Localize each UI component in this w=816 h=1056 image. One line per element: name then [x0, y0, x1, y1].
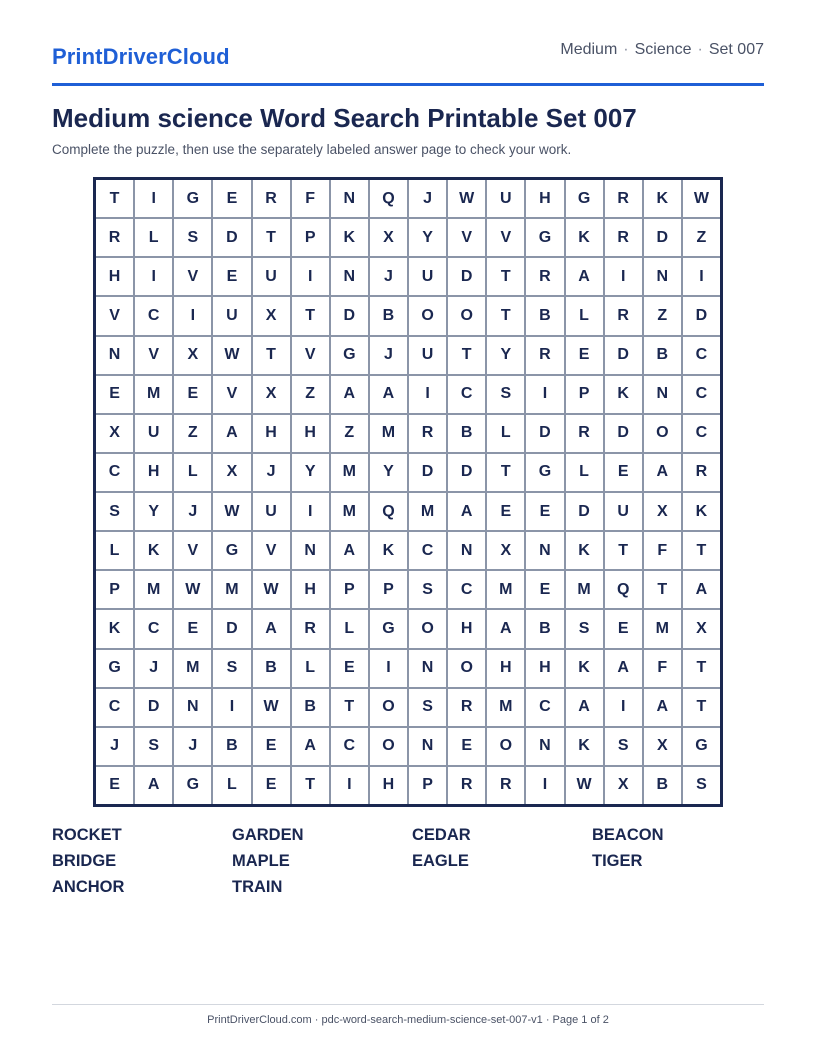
- grid-cell[interactable]: R: [96, 219, 133, 256]
- grid-cell[interactable]: T: [683, 650, 720, 687]
- grid-cell[interactable]: V: [253, 532, 290, 569]
- grid-cell[interactable]: J: [370, 337, 407, 374]
- grid-cell[interactable]: U: [253, 258, 290, 295]
- grid-cell[interactable]: S: [213, 650, 250, 687]
- grid-cell[interactable]: E: [96, 376, 133, 413]
- grid-cell[interactable]: C: [683, 415, 720, 452]
- grid-cell[interactable]: O: [409, 610, 446, 647]
- grid-cell[interactable]: W: [253, 689, 290, 726]
- grid-cell[interactable]: G: [566, 180, 603, 217]
- grid-cell[interactable]: K: [331, 219, 368, 256]
- grid-cell[interactable]: U: [409, 258, 446, 295]
- grid-cell[interactable]: X: [683, 610, 720, 647]
- grid-cell[interactable]: T: [487, 297, 524, 334]
- grid-cell[interactable]: S: [605, 728, 642, 765]
- grid-cell[interactable]: A: [331, 532, 368, 569]
- grid-cell[interactable]: X: [174, 337, 211, 374]
- grid-cell[interactable]: H: [96, 258, 133, 295]
- grid-cell[interactable]: Z: [174, 415, 211, 452]
- grid-cell[interactable]: B: [644, 767, 681, 804]
- grid-cell[interactable]: Y: [370, 454, 407, 491]
- grid-cell[interactable]: M: [331, 493, 368, 530]
- grid-cell[interactable]: X: [96, 415, 133, 452]
- grid-cell[interactable]: H: [253, 415, 290, 452]
- grid-cell[interactable]: V: [292, 337, 329, 374]
- word-list-item: TRAIN: [232, 878, 283, 896]
- grid-cell[interactable]: K: [135, 532, 172, 569]
- grid-cell[interactable]: F: [644, 650, 681, 687]
- grid-cell[interactable]: H: [526, 180, 563, 217]
- grid-cell[interactable]: R: [409, 415, 446, 452]
- grid-cell[interactable]: W: [448, 180, 485, 217]
- word-search-grid: [93, 177, 723, 807]
- grid-cell[interactable]: L: [96, 532, 133, 569]
- grid-cell[interactable]: N: [96, 337, 133, 374]
- grid-cell[interactable]: D: [135, 689, 172, 726]
- grid-cell[interactable]: D: [448, 258, 485, 295]
- grid-cell[interactable]: J: [96, 728, 133, 765]
- grid-cell[interactable]: V: [213, 376, 250, 413]
- grid-cell[interactable]: P: [409, 767, 446, 804]
- grid-cell[interactable]: G: [331, 337, 368, 374]
- grid-cell[interactable]: P: [566, 376, 603, 413]
- grid-cell[interactable]: S: [409, 571, 446, 608]
- grid-cell[interactable]: J: [174, 493, 211, 530]
- grid-cell[interactable]: A: [683, 571, 720, 608]
- grid-cell[interactable]: G: [174, 767, 211, 804]
- grid-cell[interactable]: G: [526, 454, 563, 491]
- grid-cell[interactable]: B: [253, 650, 290, 687]
- grid-cell[interactable]: T: [331, 689, 368, 726]
- grid-cell[interactable]: X: [253, 376, 290, 413]
- word-list-item: BEACON: [592, 826, 664, 844]
- grid-cell[interactable]: R: [566, 415, 603, 452]
- grid-cell[interactable]: T: [487, 454, 524, 491]
- grid-cell[interactable]: R: [292, 610, 329, 647]
- word-list: [52, 826, 772, 896]
- grid-cell[interactable]: W: [253, 571, 290, 608]
- word-list-item: TIGER: [592, 852, 643, 870]
- grid-cell[interactable]: O: [409, 297, 446, 334]
- grid-cell[interactable]: V: [135, 337, 172, 374]
- grid-cell[interactable]: V: [174, 258, 211, 295]
- grid-cell[interactable]: U: [409, 337, 446, 374]
- grid-cell[interactable]: N: [644, 258, 681, 295]
- grid-cell[interactable]: U: [213, 297, 250, 334]
- grid-cell[interactable]: E: [526, 493, 563, 530]
- grid-cell[interactable]: E: [174, 610, 211, 647]
- grid-cell[interactable]: L: [566, 297, 603, 334]
- grid-cell[interactable]: V: [487, 219, 524, 256]
- grid-cell[interactable]: Y: [135, 493, 172, 530]
- breadcrumb: [560, 41, 764, 59]
- grid-cell[interactable]: E: [526, 571, 563, 608]
- grid-cell[interactable]: H: [292, 415, 329, 452]
- breadcrumb-subject[interactable]: Science: [634, 41, 692, 58]
- grid-cell[interactable]: G: [526, 219, 563, 256]
- grid-cell[interactable]: A: [566, 689, 603, 726]
- grid-cell[interactable]: M: [487, 571, 524, 608]
- grid-cell[interactable]: U: [487, 180, 524, 217]
- grid-cell[interactable]: K: [605, 376, 642, 413]
- grid-cell[interactable]: U: [605, 493, 642, 530]
- grid-cell[interactable]: W: [174, 571, 211, 608]
- grid-cell[interactable]: R: [605, 297, 642, 334]
- grid-cell[interactable]: I: [292, 493, 329, 530]
- grid-cell[interactable]: R: [605, 180, 642, 217]
- grid-cell[interactable]: T: [487, 258, 524, 295]
- grid-cell[interactable]: X: [253, 297, 290, 334]
- grid-cell[interactable]: A: [605, 650, 642, 687]
- grid-cell[interactable]: Z: [292, 376, 329, 413]
- grid-cell[interactable]: O: [448, 650, 485, 687]
- grid-cell[interactable]: A: [644, 454, 681, 491]
- grid-cell[interactable]: E: [253, 767, 290, 804]
- grid-cell[interactable]: D: [644, 219, 681, 256]
- breadcrumb-level[interactable]: Medium: [560, 41, 618, 58]
- grid-cell[interactable]: V: [174, 532, 211, 569]
- grid-cell[interactable]: R: [605, 219, 642, 256]
- grid-cell[interactable]: K: [566, 219, 603, 256]
- grid-cell[interactable]: C: [96, 454, 133, 491]
- grid-cell[interactable]: K: [566, 650, 603, 687]
- grid-cell[interactable]: I: [174, 297, 211, 334]
- grid-cell[interactable]: S: [487, 376, 524, 413]
- grid-cell[interactable]: T: [253, 219, 290, 256]
- grid-cell[interactable]: Y: [487, 337, 524, 374]
- grid-cell[interactable]: M: [331, 454, 368, 491]
- grid-cell[interactable]: K: [683, 493, 720, 530]
- footer-text: PrintDriverCloud.com · pdc-word-search-medium-science-set-007-v1 · Page 1 of 2: [207, 1014, 609, 1026]
- grid-cell[interactable]: N: [292, 532, 329, 569]
- grid-cell[interactable]: D: [213, 610, 250, 647]
- grid-cell[interactable]: L: [135, 219, 172, 256]
- grid-cell[interactable]: T: [253, 337, 290, 374]
- grid-cell[interactable]: X: [644, 493, 681, 530]
- grid-cell[interactable]: V: [448, 219, 485, 256]
- grid-cell[interactable]: A: [370, 376, 407, 413]
- grid-cell[interactable]: P: [370, 571, 407, 608]
- grid-cell[interactable]: Q: [605, 571, 642, 608]
- word-list-item: BRIDGE: [52, 852, 117, 870]
- grid-cell[interactable]: J: [409, 180, 446, 217]
- grid-cell[interactable]: P: [292, 219, 329, 256]
- grid-cell[interactable]: Z: [331, 415, 368, 452]
- grid-cell[interactable]: H: [448, 610, 485, 647]
- grid-cell[interactable]: Z: [644, 297, 681, 334]
- grid-cell[interactable]: X: [605, 767, 642, 804]
- grid-cell[interactable]: I: [683, 258, 720, 295]
- grid-cell[interactable]: E: [605, 454, 642, 491]
- grid-cell[interactable]: S: [96, 493, 133, 530]
- grid-cell[interactable]: O: [487, 728, 524, 765]
- grid-cell[interactable]: R: [448, 767, 485, 804]
- grid-cell[interactable]: E: [331, 650, 368, 687]
- grid-cell[interactable]: B: [526, 297, 563, 334]
- grid-cell[interactable]: B: [213, 728, 250, 765]
- grid-cell[interactable]: E: [213, 258, 250, 295]
- brand-logo[interactable]: PrintDriverCloud: [52, 44, 230, 69]
- grid-cell[interactable]: Y: [409, 219, 446, 256]
- grid-cell[interactable]: E: [487, 493, 524, 530]
- grid-cell[interactable]: V: [96, 297, 133, 334]
- grid-cell[interactable]: N: [174, 689, 211, 726]
- grid-cell[interactable]: C: [331, 728, 368, 765]
- grid-cell[interactable]: I: [526, 376, 563, 413]
- grid-cell[interactable]: W: [213, 493, 250, 530]
- grid-cell[interactable]: L: [487, 415, 524, 452]
- grid-cell[interactable]: A: [448, 493, 485, 530]
- grid-cell[interactable]: N: [526, 728, 563, 765]
- grid-cell[interactable]: L: [213, 767, 250, 804]
- grid-cell[interactable]: I: [135, 258, 172, 295]
- grid-cell[interactable]: R: [448, 689, 485, 726]
- grid-cell[interactable]: C: [409, 532, 446, 569]
- grid-cell[interactable]: O: [370, 728, 407, 765]
- grid-cell[interactable]: N: [331, 258, 368, 295]
- grid-cell[interactable]: C: [448, 571, 485, 608]
- grid-cell[interactable]: O: [644, 415, 681, 452]
- grid-cell[interactable]: A: [292, 728, 329, 765]
- grid-cell[interactable]: W: [566, 767, 603, 804]
- grid-cell[interactable]: G: [174, 180, 211, 217]
- grid-cell[interactable]: J: [370, 258, 407, 295]
- grid-cell[interactable]: K: [566, 728, 603, 765]
- grid-cell[interactable]: K: [370, 532, 407, 569]
- page-header: [52, 38, 764, 86]
- grid-cell[interactable]: G: [683, 728, 720, 765]
- grid-cell[interactable]: D: [409, 454, 446, 491]
- grid-cell[interactable]: B: [644, 337, 681, 374]
- grid-cell[interactable]: C: [526, 689, 563, 726]
- grid-cell[interactable]: C: [683, 337, 720, 374]
- grid-cell[interactable]: X: [487, 532, 524, 569]
- grid-cell[interactable]: D: [213, 219, 250, 256]
- grid-cell[interactable]: D: [448, 454, 485, 491]
- grid-cell[interactable]: B: [292, 689, 329, 726]
- word-list-item: GARDEN: [232, 826, 304, 844]
- grid-cell[interactable]: S: [566, 610, 603, 647]
- grid-cell[interactable]: M: [135, 571, 172, 608]
- grid-cell[interactable]: E: [96, 767, 133, 804]
- grid-cell[interactable]: I: [213, 689, 250, 726]
- grid-cell[interactable]: E: [566, 337, 603, 374]
- grid-cell[interactable]: M: [174, 650, 211, 687]
- grid-cell[interactable]: G: [370, 610, 407, 647]
- word-list-item: ROCKET: [52, 826, 122, 844]
- grid-cell[interactable]: K: [96, 610, 133, 647]
- grid-cell[interactable]: A: [331, 376, 368, 413]
- grid-cell[interactable]: U: [253, 493, 290, 530]
- grid-cell[interactable]: L: [292, 650, 329, 687]
- page-title: Medium science Word Search Printable Set 007: [52, 103, 637, 133]
- grid-cell[interactable]: H: [292, 571, 329, 608]
- grid-cell[interactable]: G: [213, 532, 250, 569]
- grid-cell[interactable]: L: [566, 454, 603, 491]
- grid-cell[interactable]: D: [566, 493, 603, 530]
- grid-cell[interactable]: C: [448, 376, 485, 413]
- grid-cell[interactable]: H: [526, 650, 563, 687]
- grid-cell[interactable]: T: [683, 689, 720, 726]
- grid-cell[interactable]: I: [331, 767, 368, 804]
- grid-cell[interactable]: I: [370, 650, 407, 687]
- grid-cell[interactable]: R: [683, 454, 720, 491]
- grid-cell[interactable]: A: [135, 767, 172, 804]
- grid-cell[interactable]: K: [644, 180, 681, 217]
- grid-cell[interactable]: Z: [683, 219, 720, 256]
- grid-cell[interactable]: C: [135, 610, 172, 647]
- grid-cell[interactable]: W: [683, 180, 720, 217]
- grid-cell[interactable]: R: [253, 180, 290, 217]
- grid-cell[interactable]: L: [331, 610, 368, 647]
- grid-cell[interactable]: I: [526, 767, 563, 804]
- grid-cell[interactable]: M: [487, 689, 524, 726]
- grid-cell[interactable]: S: [409, 689, 446, 726]
- grid-cell[interactable]: M: [213, 571, 250, 608]
- grid-cell[interactable]: D: [526, 415, 563, 452]
- grid-cell[interactable]: D: [683, 297, 720, 334]
- grid-cell[interactable]: D: [605, 415, 642, 452]
- grid-cell[interactable]: E: [174, 376, 211, 413]
- grid-cell[interactable]: N: [409, 650, 446, 687]
- grid-cell[interactable]: B: [526, 610, 563, 647]
- grid-cell[interactable]: J: [174, 728, 211, 765]
- page-subtitle: Complete the puzzle, then use the separately labeled answer page to check your work.: [52, 142, 572, 157]
- grid-cell[interactable]: H: [370, 767, 407, 804]
- grid-cell[interactable]: X: [370, 219, 407, 256]
- grid-cell[interactable]: J: [253, 454, 290, 491]
- grid-cell[interactable]: P: [96, 571, 133, 608]
- grid-cell[interactable]: C: [96, 689, 133, 726]
- grid-cell[interactable]: E: [253, 728, 290, 765]
- grid-cell[interactable]: R: [487, 767, 524, 804]
- grid-cell[interactable]: A: [566, 258, 603, 295]
- grid-cell[interactable]: S: [135, 728, 172, 765]
- grid-cell[interactable]: C: [135, 297, 172, 334]
- grid-cell[interactable]: A: [487, 610, 524, 647]
- grid-cell[interactable]: I: [135, 180, 172, 217]
- grid-cell[interactable]: H: [487, 650, 524, 687]
- grid-cell[interactable]: T: [96, 180, 133, 217]
- grid-cell[interactable]: S: [683, 767, 720, 804]
- grid-cell[interactable]: F: [292, 180, 329, 217]
- grid-cell[interactable]: Y: [292, 454, 329, 491]
- grid-cell[interactable]: P: [331, 571, 368, 608]
- grid-cell[interactable]: N: [526, 532, 563, 569]
- grid-cell[interactable]: H: [135, 454, 172, 491]
- grid-cell[interactable]: W: [213, 337, 250, 374]
- grid-cell[interactable]: R: [526, 258, 563, 295]
- grid-cell[interactable]: O: [370, 689, 407, 726]
- grid-cell[interactable]: N: [331, 180, 368, 217]
- grid-cell[interactable]: T: [605, 532, 642, 569]
- grid-cell[interactable]: T: [644, 571, 681, 608]
- grid-cell[interactable]: R: [526, 337, 563, 374]
- grid-cell[interactable]: N: [448, 532, 485, 569]
- grid-cell[interactable]: O: [448, 297, 485, 334]
- grid-cell[interactable]: B: [448, 415, 485, 452]
- word-list-item: ANCHOR: [52, 878, 125, 896]
- grid-cell[interactable]: F: [644, 532, 681, 569]
- word-list-item: EAGLE: [412, 852, 469, 870]
- grid-cell[interactable]: T: [292, 297, 329, 334]
- grid-cell[interactable]: T: [448, 337, 485, 374]
- grid-cell[interactable]: X: [644, 728, 681, 765]
- breadcrumb-separator: ·: [623, 41, 629, 58]
- word-list-item: MAPLE: [232, 852, 290, 870]
- grid-cell[interactable]: D: [605, 337, 642, 374]
- word-list-item: CEDAR: [412, 826, 471, 844]
- grid-cell[interactable]: U: [135, 415, 172, 452]
- grid-cell[interactable]: T: [292, 767, 329, 804]
- grid-cell[interactable]: I: [605, 258, 642, 295]
- grid-cell[interactable]: I: [605, 689, 642, 726]
- grid-cell[interactable]: C: [683, 376, 720, 413]
- breadcrumb-separator: ·: [697, 41, 703, 58]
- grid-cell[interactable]: A: [253, 610, 290, 647]
- grid-cell[interactable]: Q: [370, 493, 407, 530]
- grid-cell[interactable]: N: [409, 728, 446, 765]
- grid-cell[interactable]: M: [644, 610, 681, 647]
- grid-cell[interactable]: E: [448, 728, 485, 765]
- grid-cell[interactable]: J: [135, 650, 172, 687]
- grid-cell[interactable]: M: [566, 571, 603, 608]
- grid-cell[interactable]: X: [213, 454, 250, 491]
- grid-cell[interactable]: L: [174, 454, 211, 491]
- grid-cell[interactable]: K: [566, 532, 603, 569]
- grid-cell[interactable]: T: [683, 532, 720, 569]
- grid-cell[interactable]: I: [292, 258, 329, 295]
- breadcrumb-set[interactable]: Set 007: [708, 41, 764, 58]
- grid-cell[interactable]: S: [174, 219, 211, 256]
- grid-cell[interactable]: I: [409, 376, 446, 413]
- grid-cell[interactable]: G: [96, 650, 133, 687]
- grid-cell[interactable]: D: [331, 297, 368, 334]
- page-footer: [52, 1004, 764, 1026]
- grid-cell[interactable]: E: [213, 180, 250, 217]
- grid-cell[interactable]: B: [370, 297, 407, 334]
- grid-cell[interactable]: E: [605, 610, 642, 647]
- grid-cell[interactable]: M: [370, 415, 407, 452]
- grid-cell[interactable]: A: [644, 689, 681, 726]
- grid-cell[interactable]: A: [213, 415, 250, 452]
- grid-cell[interactable]: N: [644, 376, 681, 413]
- grid-cell[interactable]: Q: [370, 180, 407, 217]
- grid-cell[interactable]: M: [135, 376, 172, 413]
- grid-cell[interactable]: M: [409, 493, 446, 530]
